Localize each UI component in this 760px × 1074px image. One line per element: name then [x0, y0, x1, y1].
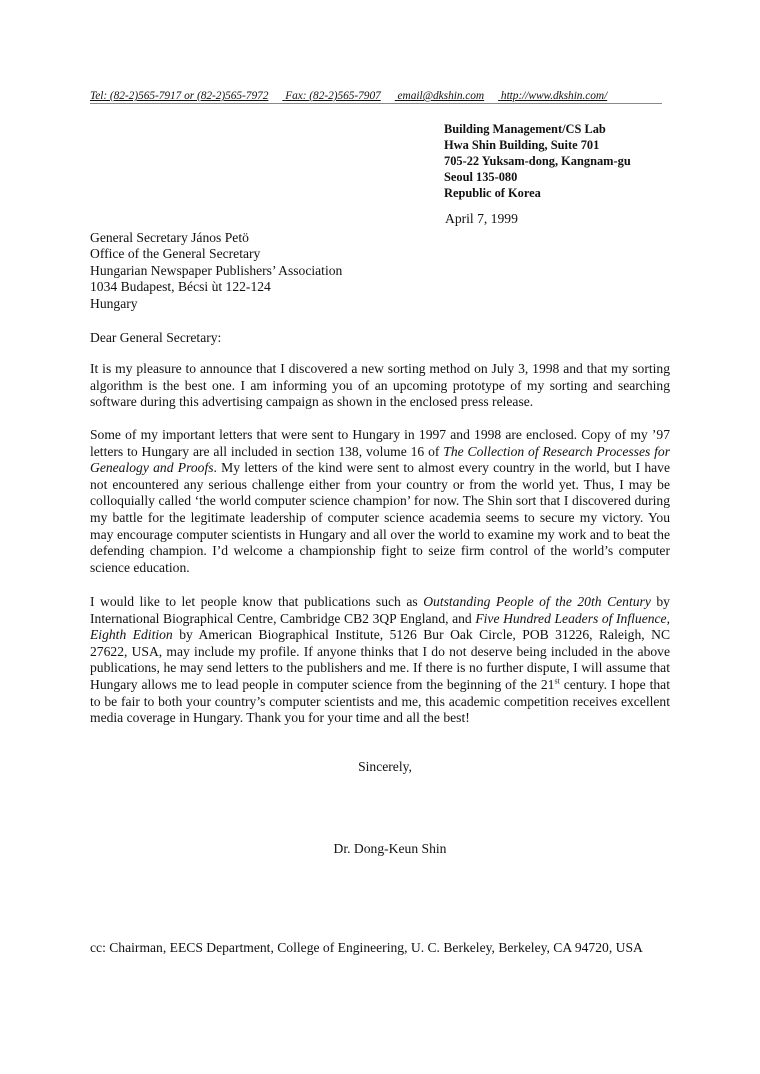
letter-date: April 7, 1999	[445, 211, 518, 226]
letterhead-email[interactable]: email@dkshin.com	[397, 90, 485, 102]
closing-text: Sincerely,	[358, 759, 412, 774]
recipient-address-line: Hungarian Newspaper Publishers’ Association	[90, 262, 343, 278]
body-paragraph-1: It is my pleasure to announce that I discovered a new sorting method on July 3, 1998 and that my sorting algorithm is the best one. I am informing you of an upcoming prototype of my sorting and searching software during this advertising campaign as shown in the enclosed press release.	[90, 361, 670, 410]
sender-address-line: Hwa Shin Building, Suite 701	[444, 138, 600, 152]
recipient-address-line: Office of the General Secretary	[90, 246, 261, 262]
recipient-address-line: Hungary	[90, 295, 138, 311]
signature-name: Dr. Dong-Keun Shin	[333, 841, 447, 856]
letterhead-website[interactable]: http://www.dkshin.com/	[500, 90, 608, 102]
salutation: Dear General Secretary:	[90, 330, 222, 345]
paragraph-text: ,	[666, 610, 671, 626]
paragraph-text: I would like to let people know that publications such as	[90, 594, 424, 609]
publication-title: Outstanding People of the 20th Century	[423, 594, 651, 609]
sender-address	[444, 121, 631, 201]
paragraph-text: century. I hope that to be fair to both your country’s computer scientists and me, this academic competition receives excellent media coverage in Hungary. Thank you for your time and all the best!	[90, 676, 670, 726]
publication-edition: Eighth Edition	[90, 627, 173, 643]
sender-address-line: Republic of Korea	[444, 186, 541, 200]
paragraph-text: by American Biographical Institute, 5126 Bur Oak Circle, POB 31226, Raleigh, NC 27622, USA, may include my profile. If anyone thinks that I do not deserve being included in the above publications, he may send letters to the publishers and me. If there is no further dispute, I will assume that Hungary allows me to lead people in computer science from the beginning of the 21	[90, 627, 671, 692]
recipient-address-line: General Secretary János Petö	[90, 230, 249, 245]
cc-line: cc: Chairman, EECS Department, College of Engineering, U. C. Berkeley, Berkeley, CA 94720, USA	[90, 940, 643, 955]
paragraph-text: . My letters of the kind were sent to almost every country in the world, but I have not encountered any serious challenge either from your country or from the world yet. Thus, I may be colloquially called ‘the world computer science champion’ for now. The Shin sort that I discovered during my battle for the legitimate leadership of computer science academia seems to secure my victory. You may encourage computer scientists in Hungary and all over the world to examine my work and to beat the defending champion. I’d welcome a championship fight to seize firm control of the world’s computer science education.	[90, 460, 670, 575]
body-paragraph-2	[90, 427, 670, 576]
letterhead-tel: Tel: (82-2)565-7917 or (82-2)565-7972	[90, 90, 269, 102]
publication-title: Five Hundred Leaders of Influence	[475, 610, 667, 626]
paragraph-text: by International Biographical Centre, Cambridge CB2 3QP England, and	[90, 594, 670, 626]
sender-address-line: 705-22 Yuksam-dong, Kangnam-gu	[444, 154, 631, 168]
signature	[0, 841, 760, 857]
recipient-address-line: 1034 Budapest, Bécsi ùt 122-124	[90, 279, 271, 295]
publication-title: The Collection of Research Processes for Genealogy and Proofs	[90, 443, 670, 476]
letterhead-contact-line	[90, 90, 662, 104]
paragraph-text: Some of my important letters that were sent to Hungary in 1997 and 1998 are enclosed. Copy of my ’97 letters to Hungary are all included in section 138, volume 16 of	[90, 427, 670, 459]
body-paragraph-3	[90, 594, 670, 727]
closing	[0, 759, 760, 775]
recipient-address	[90, 230, 342, 312]
sender-address-line: Building Management/CS Lab	[444, 122, 606, 136]
sender-address-line: Seoul 135-080	[444, 170, 518, 184]
ordinal-superscript: st	[554, 676, 560, 686]
letterhead-fax: Fax: (82-2)565-7907	[285, 90, 381, 102]
